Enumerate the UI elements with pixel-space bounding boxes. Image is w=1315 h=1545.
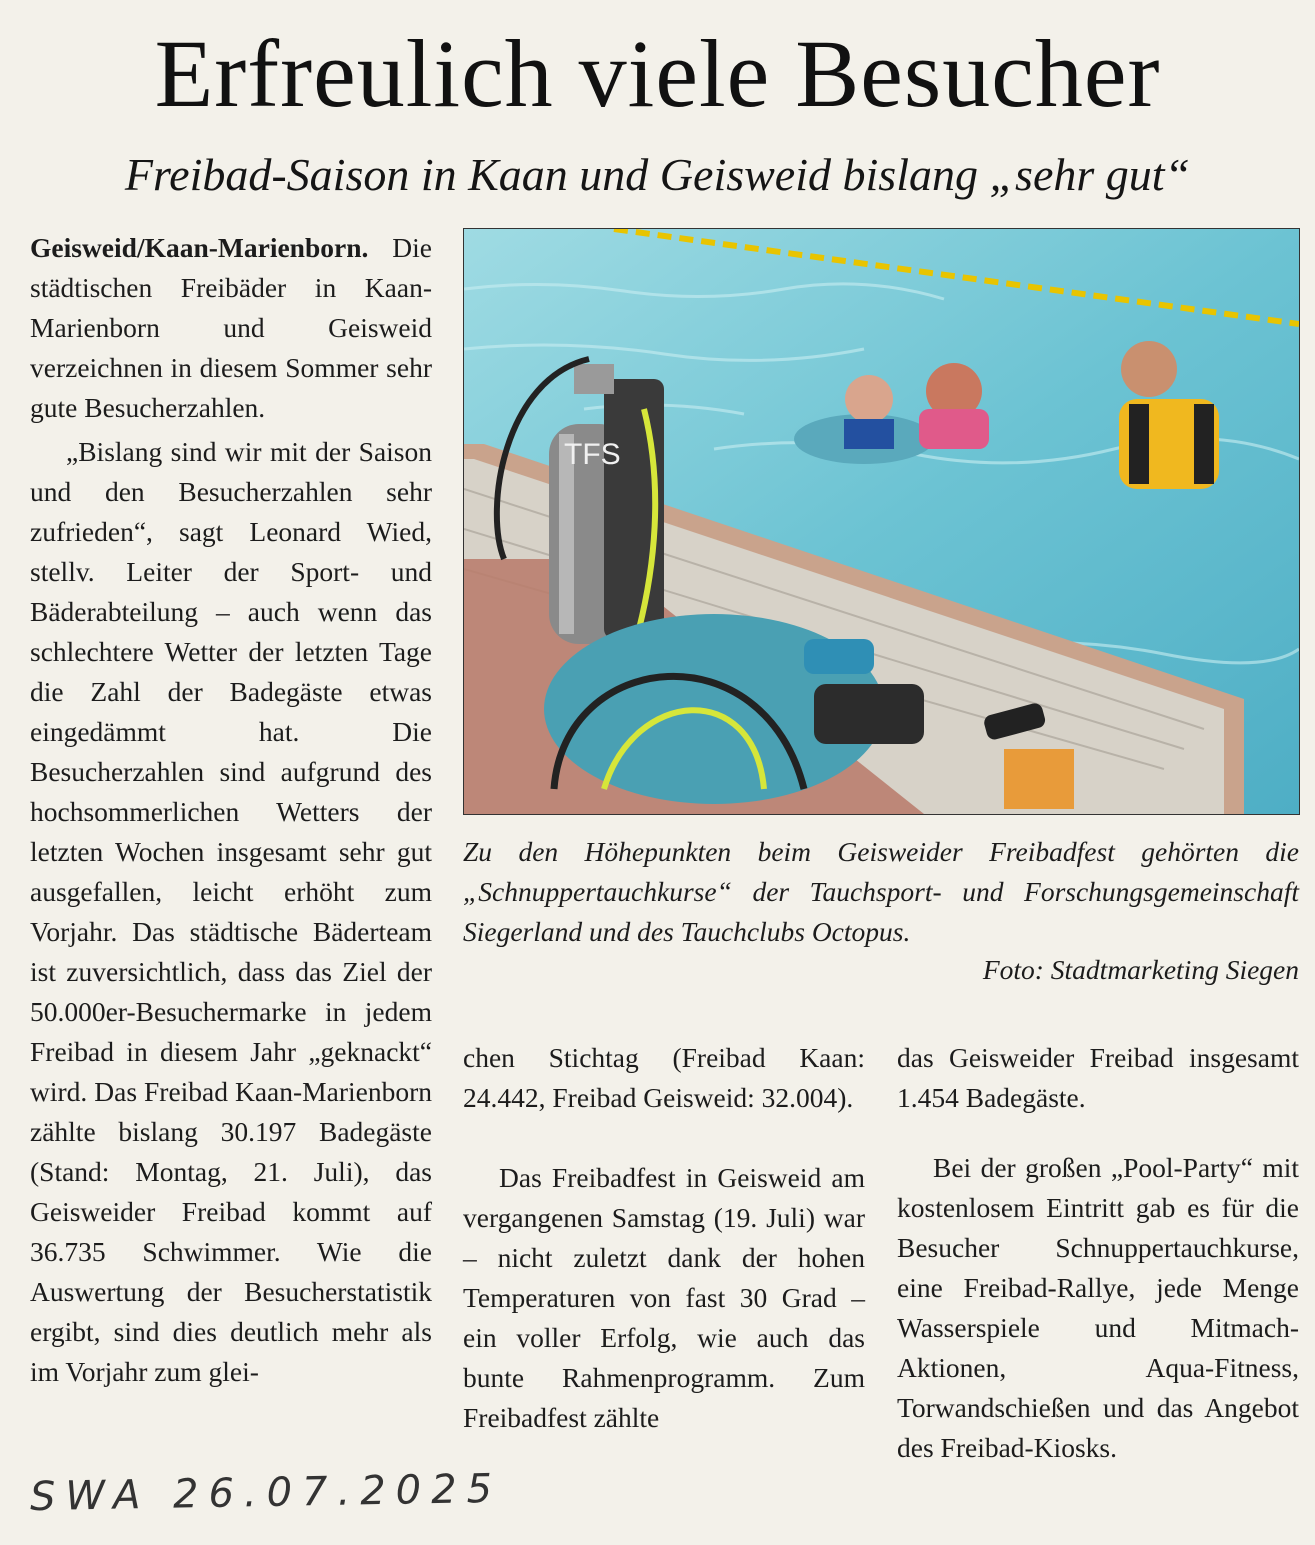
article-paragraph: das Geisweider Freibad insgesamt 1.454 Badegäste.	[897, 1042, 1299, 1113]
subheadline: Freibad-Saison in Kaan und Geisweid bislang „sehr gut“	[124, 149, 1191, 200]
photo-caption: Zu den Höhepunkten beim Geisweider Freibadfest gehörten die „Schnuppertauchkurse“ der Tauchsport- und Forschungsgemeinschaft Siegerland und des Tauchclubs Octopus.	[463, 836, 1299, 947]
tank-label: TFS	[564, 438, 621, 471]
handwritten-note: SWA 26.07.2025	[29, 1465, 503, 1521]
article-paragraph: „Bislang sind wir mit der Saison und den Besucherzahlen sehr zufrieden“, sagt Leonard Wied, stellv. Leiter der Sport- und Bäderabteilung – auch wenn das schlechtere Wetter der letzten Tage die Zahl der Badegäste etwas eingedämmt hat. Die Besucherzahlen sind aufgrund des hochsommerlichen Wetters der letzten Wochen insgesamt sehr gut ausgefallen, leicht erhöht zum Vorjahr. Das städtische Bäderteam ist zuversichtlich, dass das Ziel der 50.000er-Besuchermarke in jedem Freibad in diesem Jahr „geknackt“ wird. Das Freibad Kaan-Marienborn zählte bislang 30.197 Badegäste (Stand: Montag, 21. Juli), das Geisweider Freibad kommt auf 36.735 Schwimmer. Wie die Auswertung der Besucherstatistik ergibt, sind dies deutlich mehr als im Vorjahr zum glei-	[30, 436, 432, 1387]
article-photo	[463, 228, 1300, 815]
diving-pool-photo	[464, 229, 1299, 814]
article-column-1	[30, 228, 432, 1392]
article-column-2	[463, 1038, 865, 1438]
article-paragraph: Das Freibadfest in Geisweid am vergangenen Samstag (19. Juli) war – nicht zuletzt dank der hohen Temperaturen von fast 30 Grad – ein voller Erfolg, wie auch das bunte Rahmenprogramm. Zum Freibadfest zählte	[463, 1162, 865, 1433]
article-paragraph: chen Stichtag (Freibad Kaan: 24.442, Freibad Geisweid: 32.004).	[463, 1042, 865, 1113]
dateline: Geisweid/Kaan-Marienborn.	[30, 232, 369, 263]
paragraph-text: Die städtischen Freibäder in Kaan-Marienborn und Geisweid verzeichnen in diesem Sommer sehr gute Besucherzahlen.	[30, 232, 432, 423]
article-paragraph	[30, 228, 432, 428]
photo-credit: Foto: Stadtmarketing Siegen	[982, 954, 1299, 985]
article-paragraph: Bei der großen „Pool-Party“ mit kostenlosem Eintritt gab es für die Besucher Schnuppertauchkurse, eine Freibad-Rallye, jede Menge Wasserspiele und Mitmach-Aktionen, Aqua-Fitness, Torwandschießen und das Angebot des Freibad-Kiosks.	[897, 1152, 1299, 1463]
article-column-3	[897, 1038, 1299, 1468]
headline: Erfreulich viele Besucher	[154, 20, 1161, 127]
